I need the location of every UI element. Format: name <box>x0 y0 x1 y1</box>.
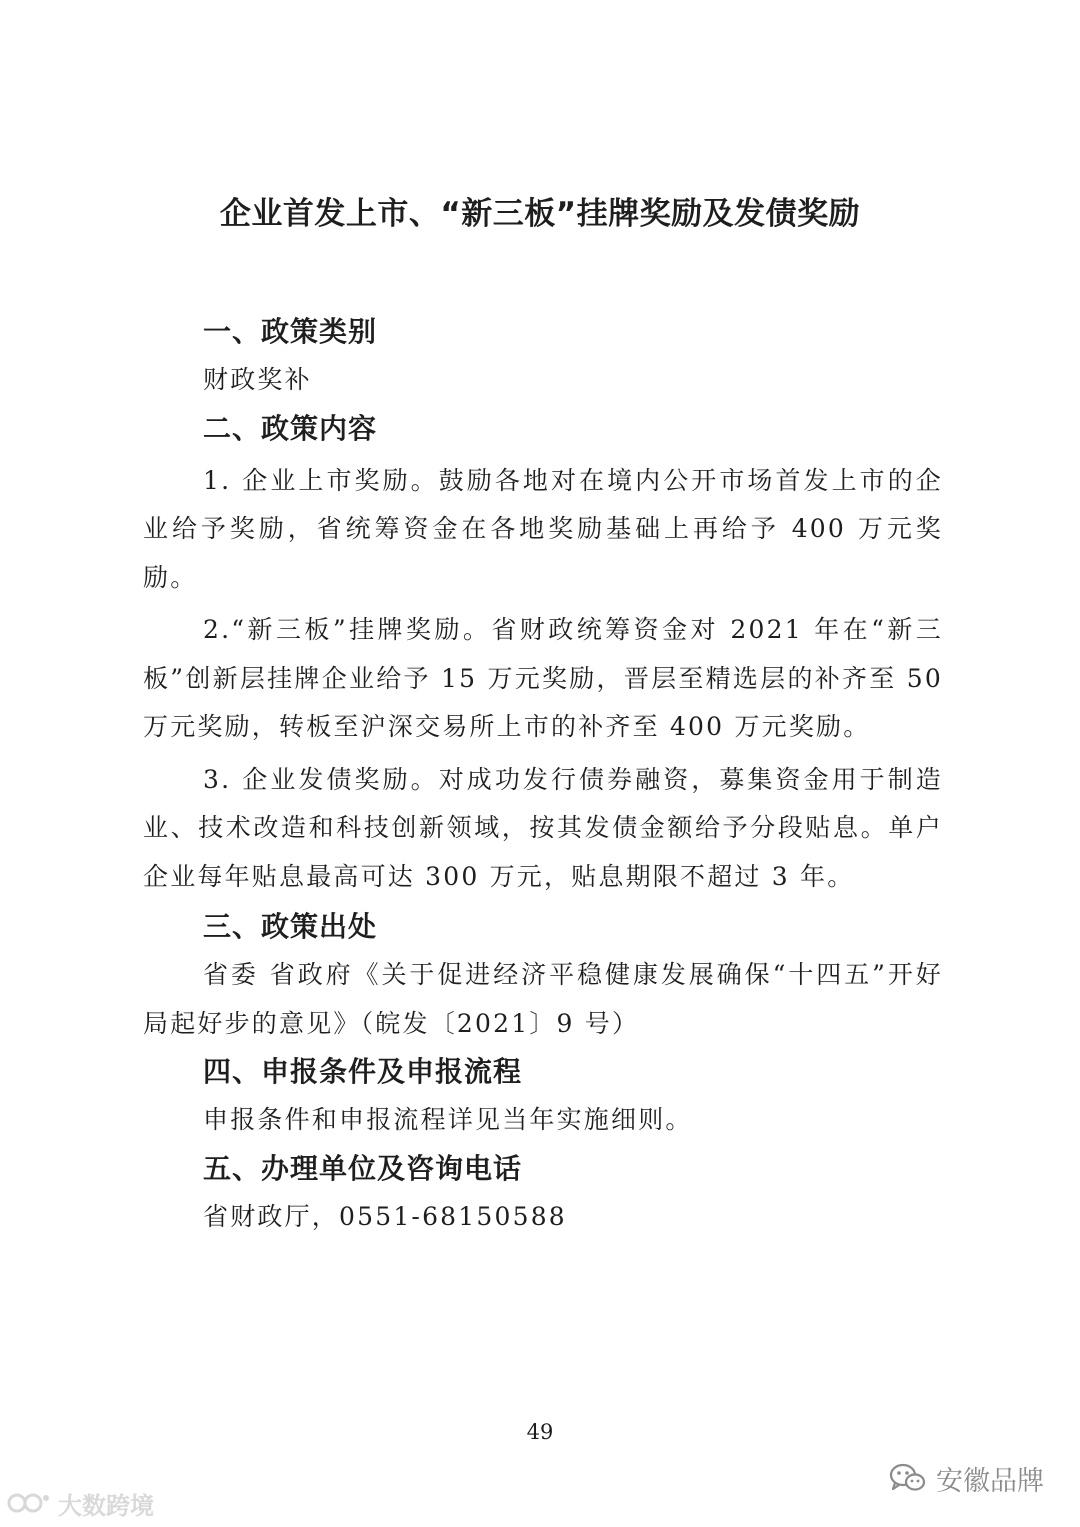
policy-item-1: 1. 企业上市奖励。鼓励各地对在境内公开市场首发上市的企业给予奖励，省统筹资金在各地奖励基础上再给予 400 万元奖励。 <box>143 465 943 592</box>
watermark-right <box>888 1460 1044 1496</box>
wechat-icon <box>888 1462 926 1494</box>
section-policy-content <box>143 405 943 902</box>
section-contact <box>143 1145 943 1242</box>
section-application <box>143 1048 943 1145</box>
section-policy-source <box>143 903 943 1048</box>
policy-item-3: 3. 企业发债奖励。对成功发行债券融资，募集资金用于制造业、技术改造和科技创新领域，按其发债金额给予分段贴息。单户企业每年贴息最高可达 300 万元，贴息期限不超过 3 年。 <box>143 764 943 891</box>
policy-item-2: 2.“新三板”挂牌奖励。省财政统筹资金对 2021 年在“新三板”创新层挂牌企业给予 15 万元奖励，晋层至精选层的补齐至 50 万元奖励，转板至沪深交易所上市的补齐至 400 万元奖励。 <box>143 615 943 741</box>
section-paragraph: 财政奖补 <box>203 365 312 394</box>
section-heading: 三、政策出处 <box>203 910 378 943</box>
watermark-right-text: 安徽品牌 <box>936 1465 1044 1497</box>
contact-info: 省财政厅，0551-68150588 <box>203 1201 567 1231</box>
section-paragraph: 省委 省政府《关于促进经济平稳健康发展确保“十四五”开好局起好步的意见》（皖发〔2021〕9 号） <box>143 960 943 1038</box>
document-body <box>143 308 943 1241</box>
section-heading: 一、政策类别 <box>203 315 378 348</box>
section-heading: 四、申报条件及申报流程 <box>203 1055 523 1088</box>
page-title: 企业首发上市、“新三板”挂牌奖励及发债奖励 <box>219 196 861 232</box>
watermark-left-text: 大数跨境 <box>58 1491 154 1520</box>
section-policy-category <box>143 308 943 405</box>
page-number: 49 <box>526 1420 554 1444</box>
section-paragraph: 申报条件和申报流程详见当年实施细则。 <box>203 1105 693 1134</box>
watermark-left <box>6 1488 154 1518</box>
datacross-logo-icon <box>6 1490 52 1516</box>
section-heading: 五、办理单位及咨询电话 <box>203 1151 523 1185</box>
section-heading: 二、政策内容 <box>203 411 378 445</box>
